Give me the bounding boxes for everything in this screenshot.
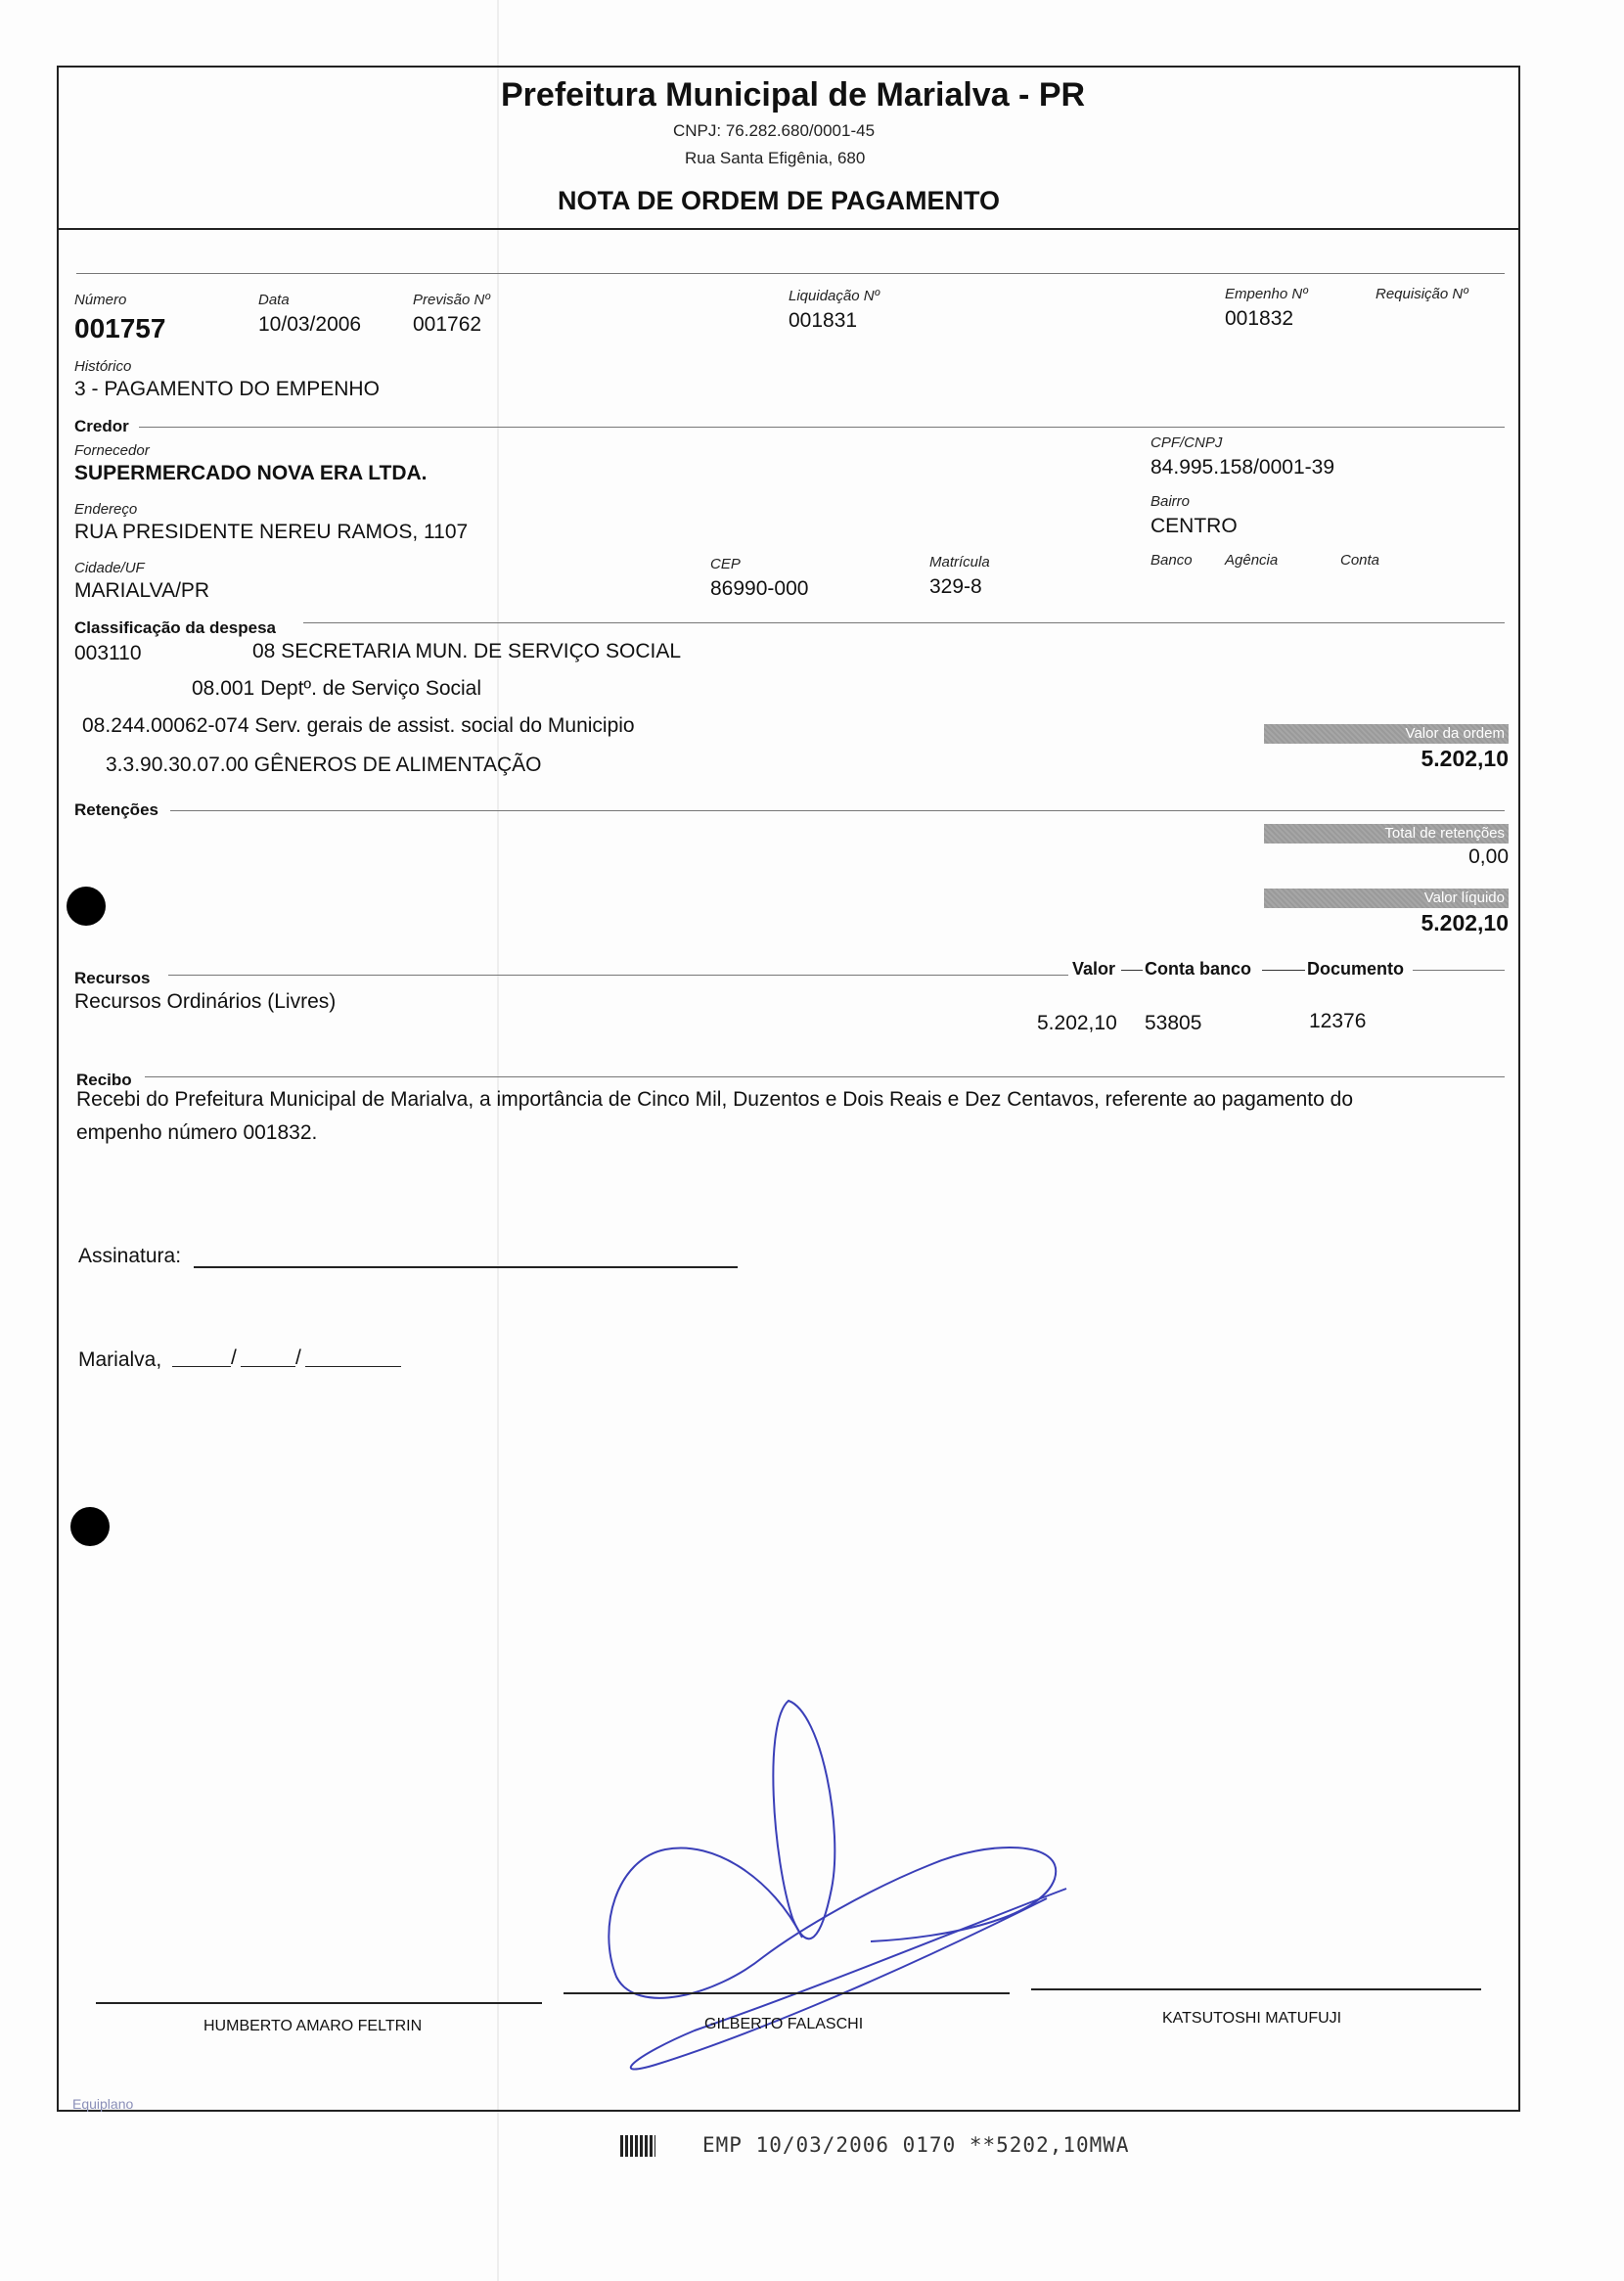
recursos-header-dash-1 — [1121, 970, 1143, 971]
valor-ordem-value: 5.202,10 — [1421, 746, 1509, 771]
local-data-label: Marialva, — [78, 1348, 162, 1371]
municipality-title: Prefeitura Municipal de Marialva - PR — [501, 76, 1086, 114]
retencoes-rule — [170, 810, 1505, 811]
historico-value: 3 - PAGAMENTO DO EMPENHO — [74, 378, 380, 400]
recibo-rule — [145, 1076, 1505, 1077]
assinatura-label: Assinatura: — [78, 1245, 182, 1267]
document-title: NOTA DE ORDEM DE PAGAMENTO — [558, 186, 1001, 215]
fornecedor-label: Fornecedor — [74, 442, 150, 459]
liquidacao-value: 001831 — [789, 309, 858, 332]
header-separator — [57, 228, 1518, 230]
cep-value: 86990-000 — [710, 577, 809, 600]
equiplano-brand: Equiplano — [72, 2096, 134, 2112]
total-retencoes-label: Total de retenções — [1264, 824, 1509, 844]
handwritten-signature — [577, 1693, 1086, 2104]
signature-line-3 — [1031, 1988, 1481, 1990]
fornecedor-value: SUPERMERCADO NOVA ERA LTDA. — [74, 462, 428, 484]
recibo-text-line2: empenho número 001832. — [76, 1121, 318, 1144]
agencia-label: Agência — [1225, 552, 1279, 569]
recursos-valor-label: Valor — [1072, 959, 1116, 979]
empenho-value: 001832 — [1225, 307, 1294, 330]
endereco-label: Endereço — [74, 501, 138, 518]
cpf-label: CPF/CNPJ — [1150, 434, 1223, 451]
bank-authentication-stamp: EMP 10/03/2006 0170 **5202,10MWA — [702, 2133, 1130, 2157]
previsao-value: 001762 — [413, 313, 482, 336]
credor-rule — [139, 427, 1505, 428]
recursos-conta-label: Conta banco — [1145, 959, 1252, 979]
requisicao-label: Requisição Nº — [1376, 286, 1468, 302]
cpf-value: 84.995.158/0001-39 — [1150, 456, 1335, 479]
recibo-text-line1: Recebi do Prefeitura Municipal de Marialva, a importância de Cinco Mil, Duzentos e Dois Reais e Dez Centavos, referente ao pagamento do — [76, 1088, 1354, 1111]
data-label: Data — [258, 292, 290, 308]
numero-value: 001757 — [74, 313, 166, 343]
previsao-label: Previsão Nº — [413, 292, 490, 308]
historico-label: Histórico — [74, 358, 132, 375]
signatory-3-name: KATSUTOSHI MATUFUJI — [1162, 2010, 1342, 2027]
recursos-conta: 53805 — [1145, 1012, 1202, 1034]
empenho-label: Empenho Nº — [1225, 286, 1308, 302]
signatory-1-name: HUMBERTO AMARO FELTRIN — [203, 2018, 423, 2034]
recursos-header-dash-2 — [1262, 970, 1305, 971]
cep-label: CEP — [710, 556, 741, 572]
credor-section-title: Credor — [74, 417, 129, 435]
cidade-value: MARIALVA/PR — [74, 579, 210, 602]
punch-hole-bottom — [70, 1507, 110, 1546]
address-line: Rua Santa Efigênia, 680 — [685, 149, 866, 167]
matricula-value: 329-8 — [929, 575, 982, 598]
info-top-rule — [76, 273, 1505, 274]
punch-hole-top — [67, 887, 106, 926]
date-year-blank — [305, 1366, 401, 1367]
classificacao-code: 003110 — [74, 642, 142, 664]
date-month-blank — [241, 1366, 295, 1367]
date-day-blank — [172, 1366, 231, 1367]
date-slash-1: / — [231, 1346, 237, 1369]
banco-label: Banco — [1150, 552, 1193, 569]
stamp-bank-logo-icon — [620, 2135, 655, 2157]
conta-label: Conta — [1340, 552, 1380, 569]
cidade-label: Cidade/UF — [74, 560, 145, 576]
classificacao-natureza: 3.3.90.30.07.00 GÊNEROS DE ALIMENTAÇÃO — [106, 753, 542, 776]
recursos-documento-label: Documento — [1307, 959, 1404, 979]
recursos-documento: 12376 — [1309, 1010, 1367, 1032]
classificacao-funcional: 08.244.00062-074 Serv. gerais de assist. social do Municipio — [82, 714, 635, 737]
classificacao-rule — [303, 622, 1505, 623]
recursos-section-title: Recursos — [74, 969, 151, 987]
cnpj-line: CNPJ: 76.282.680/0001-45 — [673, 121, 876, 140]
bairro-value: CENTRO — [1150, 515, 1238, 537]
classificacao-orgao: 08 SECRETARIA MUN. DE SERVIÇO SOCIAL — [252, 640, 682, 662]
signature-line-2 — [564, 1992, 1010, 1994]
valor-ordem-label: Valor da ordem — [1264, 724, 1509, 744]
valor-liquido-value: 5.202,10 — [1421, 910, 1509, 935]
recursos-header-dash-3 — [1413, 970, 1505, 971]
classificacao-unidade: 08.001 Deptº. de Serviço Social — [192, 677, 482, 700]
liquidacao-label: Liquidação Nº — [789, 288, 880, 304]
valor-liquido-label: Valor líquido — [1264, 889, 1509, 908]
assinatura-line — [194, 1266, 738, 1268]
matricula-label: Matrícula — [929, 554, 990, 570]
signature-line-1 — [96, 2002, 542, 2004]
data-value: 10/03/2006 — [258, 313, 362, 336]
recursos-rule — [168, 975, 1068, 976]
recibo-section-title: Recibo — [76, 1071, 132, 1089]
classificacao-section-title: Classificação da despesa — [74, 618, 277, 637]
date-slash-2: / — [295, 1346, 301, 1369]
signatory-2-name: GILBERTO FALASCHI — [704, 2016, 864, 2032]
numero-label: Número — [74, 292, 127, 308]
total-retencoes-value: 0,00 — [1468, 845, 1509, 868]
recursos-descricao: Recursos Ordinários (Livres) — [74, 990, 337, 1013]
retencoes-section-title: Retenções — [74, 800, 158, 819]
bairro-label: Bairro — [1150, 493, 1191, 510]
endereco-value: RUA PRESIDENTE NEREU RAMOS, 1107 — [74, 521, 469, 543]
recursos-valor: 5.202,10 — [1037, 1012, 1117, 1034]
